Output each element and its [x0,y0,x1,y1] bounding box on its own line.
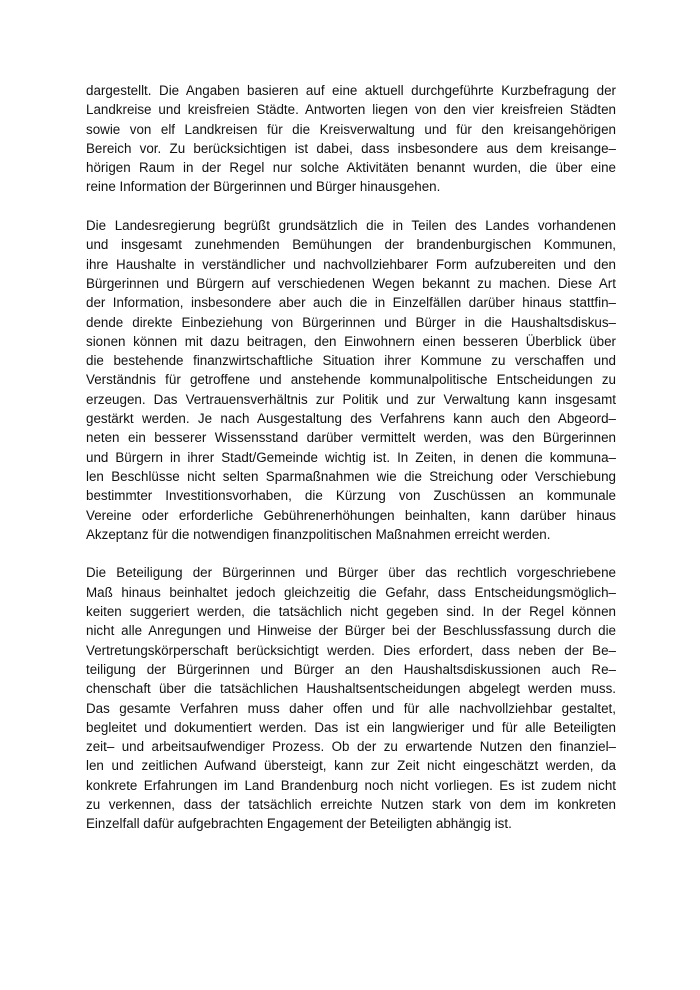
paragraph-line: zu verkennen, dass der tatsächlich erreichte Nutzen stark von dem im konkreten [86,796,616,812]
paragraph-line: Verständnis für getroffene und anstehende kommunalpolitische Entscheidungen zu [86,372,616,388]
paragraph-line: len und zeitlichen Aufwand übersteigt, kann zur Zeit nicht eingeschätzt werden, da [86,758,616,774]
paragraph-line: Vertretungskörperschaft berücksichtigt werden. Dies erfordert, dass neben der Be– [86,642,616,658]
paragraph-2 [86,216,616,544]
paragraph-line: und insgesamt zunehmenden Bemühungen der brandenburgischen Kommunen, [86,237,616,253]
paragraph-line: keiten suggeriert werden, die tatsächlich nicht gegeben sind. In der Regel können [86,604,616,620]
paragraph-line: der Information, insbesondere aber auch die in Einzelfällen darüber hinaus stattfin– [86,295,616,311]
paragraph-line: Bereich vor. Zu berücksichtigen ist dabei, dass insbesondere aus dem kreisange– [86,140,616,156]
paragraph-line: die bestehende finanzwirtschaftliche Situation ihrer Kommune zu verschaffen und [86,353,616,369]
paragraph-line: Vereine oder erforderliche Gebührenerhöhungen beinhalten, kann darüber hinaus [86,507,616,523]
paragraph-line: Das gesamte Verfahren muss daher offen und für alle nachvollziehbar gestaltet, [86,700,616,716]
paragraph-line: sionen können mit dazu beitragen, den Einwohnern einen besseren Überblick über [86,333,616,349]
paragraph-line: len Beschlüsse nicht selten Sparmaßnahmen wie die Streichung oder Verschiebung [86,468,616,484]
paragraph-line: erzeugen. Das Vertrauensverhältnis zur Politik und zur Verwaltung kann insgesamt [86,391,616,407]
paragraph-line: hörigen Raum in der Regel nur solche Aktivitäten benannt wurden, die über eine [86,160,616,176]
paragraph-line: neten ein besserer Wissensstand darüber vermittelt werden, was den Bürgerinnen [86,430,616,446]
paragraph-line: und Bürgern in ihrer Stadt/Gemeinde wichtig ist. In Zeiten, in denen die kommuna– [86,449,616,465]
paragraph-line: reine Information der Bürgerinnen und Bürger hinausgehen. [86,179,441,195]
body-text [86,81,616,834]
paragraph-line: sowie von elf Landkreisen für die Kreisverwaltung und für den kreisangehörigen [86,121,616,137]
paragraph-spacer [86,197,616,216]
paragraph-line: Die Beteiligung der Bürgerinnen und Bürger über das rechtlich vorgeschriebene [86,565,616,581]
paragraph-line: nicht alle Anregungen und Hinweise der Bürger bei der Beschlussfassung durch die [86,623,616,639]
paragraph-line: begleitet und dokumentiert werden. Das ist ein langwieriger und für alle Beteiligten [86,719,616,735]
paragraph-line: dargestellt. Die Angaben basieren auf eine aktuell durchgeführte Kurzbefragung der [86,83,616,98]
paragraph-1 [86,81,616,197]
paragraph-line: Bürgerinnen und Bürgern auf verschiedenen Wegen bekannt zu machen. Diese Art [86,275,616,291]
paragraph-line: teiligung der Bürgerinnen und Bürger an den Haushaltsdiskussionen auch Re– [86,661,616,677]
paragraph-line: Maß hinaus beinhaltet jedoch gleichzeitig die Gefahr, dass Entscheidungsmöglich– [86,584,616,600]
paragraph-line: Einzelfall dafür aufgebrachten Engagement der Beteiligten abhängig ist. [86,816,512,832]
paragraph-line: gestärkt werden. Je nach Ausgestaltung des Verfahrens kann auch den Abgeord– [86,411,616,427]
paragraph-line: zeit– und arbeitsaufwendiger Prozess. Ob der zu erwartende Nutzen den finanziel– [86,739,616,755]
paragraph-line: dende direkte Einbeziehung von Bürgerinnen und Bürger in die Haushaltsdiskus– [86,314,616,330]
paragraph-line: bestimmter Investitionsvorhaben, die Kürzung von Zuschüssen an kommunale [86,488,616,504]
paragraph-line: Akzeptanz für die notwendigen finanzpolitischen Maßnahmen erreicht werden. [86,526,551,542]
paragraph-3 [86,563,616,833]
paragraph-line: Die Landesregierung begrüßt grundsätzlich die in Teilen des Landes vorhandenen [86,218,616,234]
paragraph-spacer [86,544,616,563]
paragraph-line: ihre Haushalte in verständlicher und nachvollziehbarer Form aufzubereiten und den [86,256,616,272]
paragraph-line: chenschaft über die tatsächlichen Haushaltsentscheidungen abgelegt werden muss. [86,681,616,697]
paragraph-line: Landkreise und kreisfreien Städte. Antworten liegen von den vier kreisfreien Städten [86,102,616,118]
paragraph-line: konkrete Erfahrungen im Land Brandenburg noch nicht vorliegen. Es ist zudem nicht [86,777,616,793]
